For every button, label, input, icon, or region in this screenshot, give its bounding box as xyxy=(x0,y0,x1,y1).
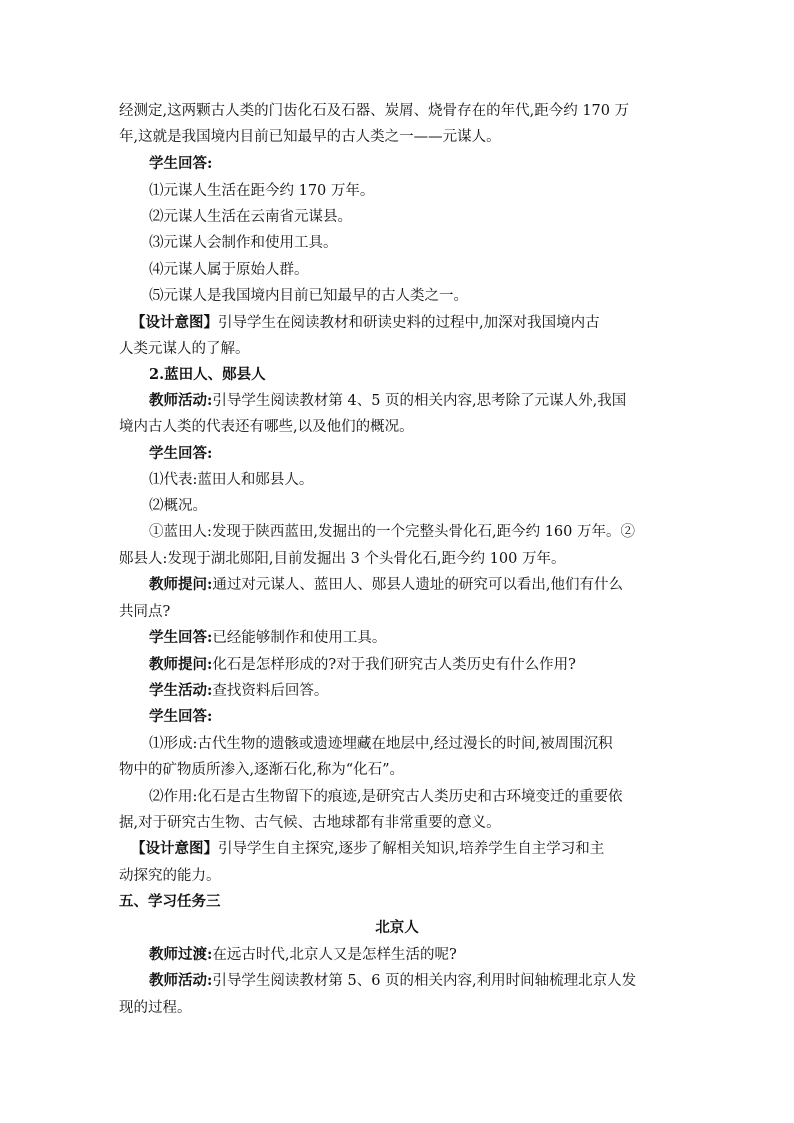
answer-item: ⑵作用:化石是古生物留下的痕迹,是研究古人类历史和古环境变迁的重要依 xyxy=(149,789,623,805)
answer-item: ⑴形成:古代生物的遗骸或遗迹埋藏在地层中,经过漫长的时间,被周围沉积 xyxy=(149,736,613,752)
answer-item: ⑸元谋人是我国境内目前已知最早的古人类之一。 xyxy=(149,288,468,304)
paragraph-line: 物中的矿物质所渗入,逐渐石化,称为“化石”。 xyxy=(119,762,405,778)
student-activity-line: 学生活动:查找资料后回答。 xyxy=(149,682,329,699)
design-intent-line: 【设计意图】引导学生在阅读教材和研读史料的过程中,加深对我国境内古 xyxy=(131,314,600,331)
paragraph-line: 经测定,这两颗古人类的门齿化石及石器、炭屑、烧骨存在的年代,距今约 170 万 xyxy=(119,103,630,119)
teacher-question-label: 教师提问: xyxy=(149,576,213,593)
subsection-title: 北京人 xyxy=(375,919,419,936)
section-heading: 2.蓝田人、郧县人 xyxy=(149,366,266,383)
paragraph-line: 现的过程。 xyxy=(119,1000,192,1016)
answer-item: ⑵概况。 xyxy=(149,498,207,514)
paragraph-line: 年,这就是我国境内目前已知最早的古人类之一——元谋人。 xyxy=(119,129,501,145)
answer-item: ⑵元谋人生活在云南省元谋县。 xyxy=(149,209,352,225)
design-intent-tag: 【设计意图】 xyxy=(131,840,218,857)
teacher-transition-label: 教师过渡: xyxy=(149,946,213,963)
teacher-question-line: 教师提问:化石是怎样形成的?对于我们研究古人类历史有什么作用? xyxy=(149,656,576,673)
design-intent-tag: 【设计意图】 xyxy=(131,314,218,331)
student-answer-label: 学生回答: xyxy=(149,155,213,172)
answer-item: ⑴元谋人生活在距今约 170 万年。 xyxy=(149,183,375,199)
teacher-question-label: 教师提问: xyxy=(149,656,213,673)
student-answer-label: 学生回答: xyxy=(149,708,213,725)
teacher-activity-label: 教师活动: xyxy=(149,392,213,409)
paragraph-line: 共同点? xyxy=(119,604,171,620)
answer-item: ①蓝田人:发现于陕西蓝田,发掘出的一个完整头骨化石,距今约 160 万年。② xyxy=(149,524,635,540)
teacher-activity-label: 教师活动: xyxy=(149,972,213,989)
section-heading: 五、学习任务三 xyxy=(119,893,221,910)
answer-item: ⑴代表:蓝田人和郧县人。 xyxy=(149,472,314,488)
student-answer-label: 学生回答: xyxy=(149,445,213,462)
design-intent-line: 【设计意图】引导学生自主探究,逐步了解相关知识,培养学生自主学习和主 xyxy=(131,840,605,857)
student-answer-label: 学生回答: xyxy=(149,629,213,646)
paragraph-line: 境内古人类的代表还有哪些,以及他们的概况。 xyxy=(119,419,414,435)
paragraph-line: 动探究的能力。 xyxy=(119,868,221,884)
teacher-question-line: 教师提问:通过对元谋人、蓝田人、郧县人遗址的研究可以看出,他们有什么 xyxy=(149,576,623,593)
answer-item: ⑶元谋人会制作和使用工具。 xyxy=(149,235,338,251)
teacher-activity-line: 教师活动:引导学生阅读教材第 4、5 页的相关内容,思考除了元谋人外,我国 xyxy=(149,392,627,409)
answer-item: ⑷元谋人属于原始人群。 xyxy=(149,262,309,278)
student-answer-line: 学生回答:已经能够制作和使用工具。 xyxy=(149,629,387,646)
paragraph-line: 据,对于研究古生物、古气候、古地球都有非常重要的意义。 xyxy=(119,815,501,831)
teacher-transition-line: 教师过渡:在远古时代,北京人又是怎样生活的呢? xyxy=(149,946,457,963)
teacher-activity-line: 教师活动:引导学生阅读教材第 5、6 页的相关内容,利用时间轴梳理北京人发 xyxy=(149,972,637,989)
paragraph-line: 人类元谋人的了解。 xyxy=(119,341,250,357)
student-activity-label: 学生活动: xyxy=(149,682,213,699)
paragraph-line: 郧县人:发现于湖北郧阳,目前发掘出 3 个头骨化石,距今约 100 万年。 xyxy=(119,551,566,567)
